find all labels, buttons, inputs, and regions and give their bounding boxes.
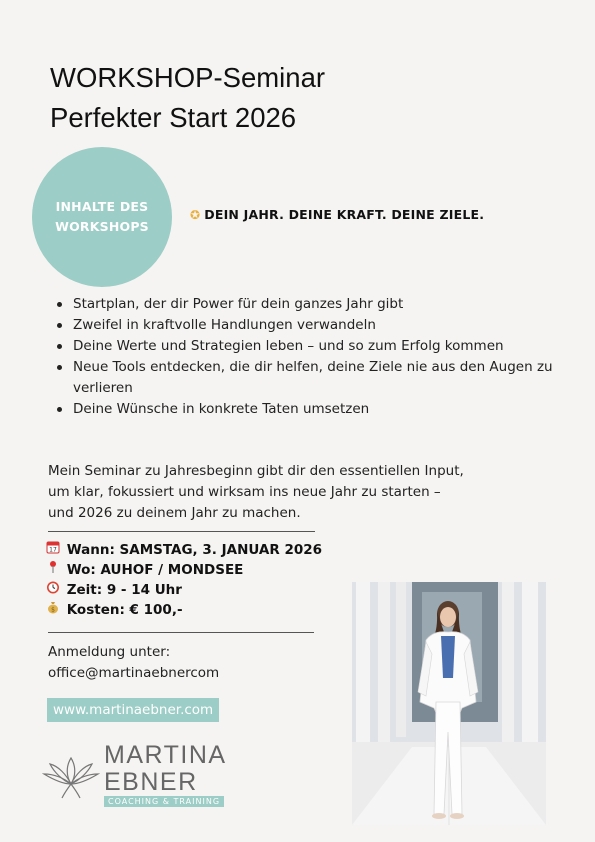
list-item: Startplan, der dir Power für dein ganzes Jahr gibt <box>56 294 566 315</box>
tagline <box>190 207 484 222</box>
list-item: Deine Werte und Strategien leben – und so zum Erfolg kommen <box>56 336 566 357</box>
divider <box>48 531 315 532</box>
list-item: Neue Tools entdecken, die dir helfen, deine Ziele nie aus den Augen zu verlieren <box>56 357 566 399</box>
intro-line-1: Mein Seminar zu Jahresbeginn gibt dir den essentiellen Input, <box>48 463 464 479</box>
detail-where <box>44 560 322 580</box>
intro-paragraph <box>48 461 558 524</box>
logo-subtitle: COACHING & TRAINING <box>104 796 224 807</box>
portrait-photo <box>352 582 546 825</box>
website-link[interactable]: www.martinaebner.com <box>47 698 219 722</box>
brand-logo <box>42 742 252 812</box>
calendar-icon <box>44 540 62 560</box>
list-item: Deine Wünsche in konkrete Taten umsetzen <box>56 399 566 420</box>
signup-label: Anmeldung unter: <box>48 644 171 660</box>
tagline-text: DEIN JAHR. DEINE KRAFT. DEINE ZIELE. <box>204 207 485 222</box>
detail-cost-text: Kosten: € 100,- <box>66 602 183 618</box>
alarm-clock-icon <box>44 580 62 600</box>
detail-where-text: Wo: AUHOF / MONDSEE <box>66 562 244 578</box>
title-line-1: WORKSHOP-Seminar <box>50 62 326 93</box>
badge-label: INHALTE DES WORKSHOPS <box>55 199 149 234</box>
event-details <box>44 540 322 620</box>
detail-cost <box>44 600 322 620</box>
svg-text:17: 17 <box>49 546 57 554</box>
divider <box>48 632 314 633</box>
signup-email[interactable]: office@martinaebnercom <box>48 665 220 681</box>
detail-when <box>44 540 322 560</box>
workshop-content-list <box>56 294 566 420</box>
money-bag-icon <box>44 600 62 620</box>
logo-line-2: EBNER <box>104 768 198 796</box>
lotus-logo-icon <box>42 750 100 800</box>
signup-info <box>48 642 219 684</box>
logo-wordmark <box>104 742 227 796</box>
detail-when-text: Wann: SAMSTAG, 3. JANUAR 2026 <box>66 542 323 558</box>
intro-line-2: um klar, fokussiert und wirksam ins neue Jahr zu starten – <box>48 484 441 500</box>
detail-time-text: Zeit: 9 - 14 Uhr <box>66 582 182 598</box>
list-item: Zweifel in kraftvolle Handlungen verwandeln <box>56 315 566 336</box>
intro-line-3: und 2026 zu deinem Jahr zu machen. <box>48 505 301 521</box>
pin-icon <box>44 560 62 580</box>
svg-text:$: $ <box>51 606 55 614</box>
detail-time <box>44 580 322 600</box>
title-line-2: Perfekter Start 2026 <box>50 102 297 133</box>
workshop-contents-badge <box>32 147 172 287</box>
logo-line-1: MARTINA <box>104 741 227 769</box>
dizzy-star-icon: ✪ <box>190 208 201 222</box>
page-title <box>50 58 325 138</box>
